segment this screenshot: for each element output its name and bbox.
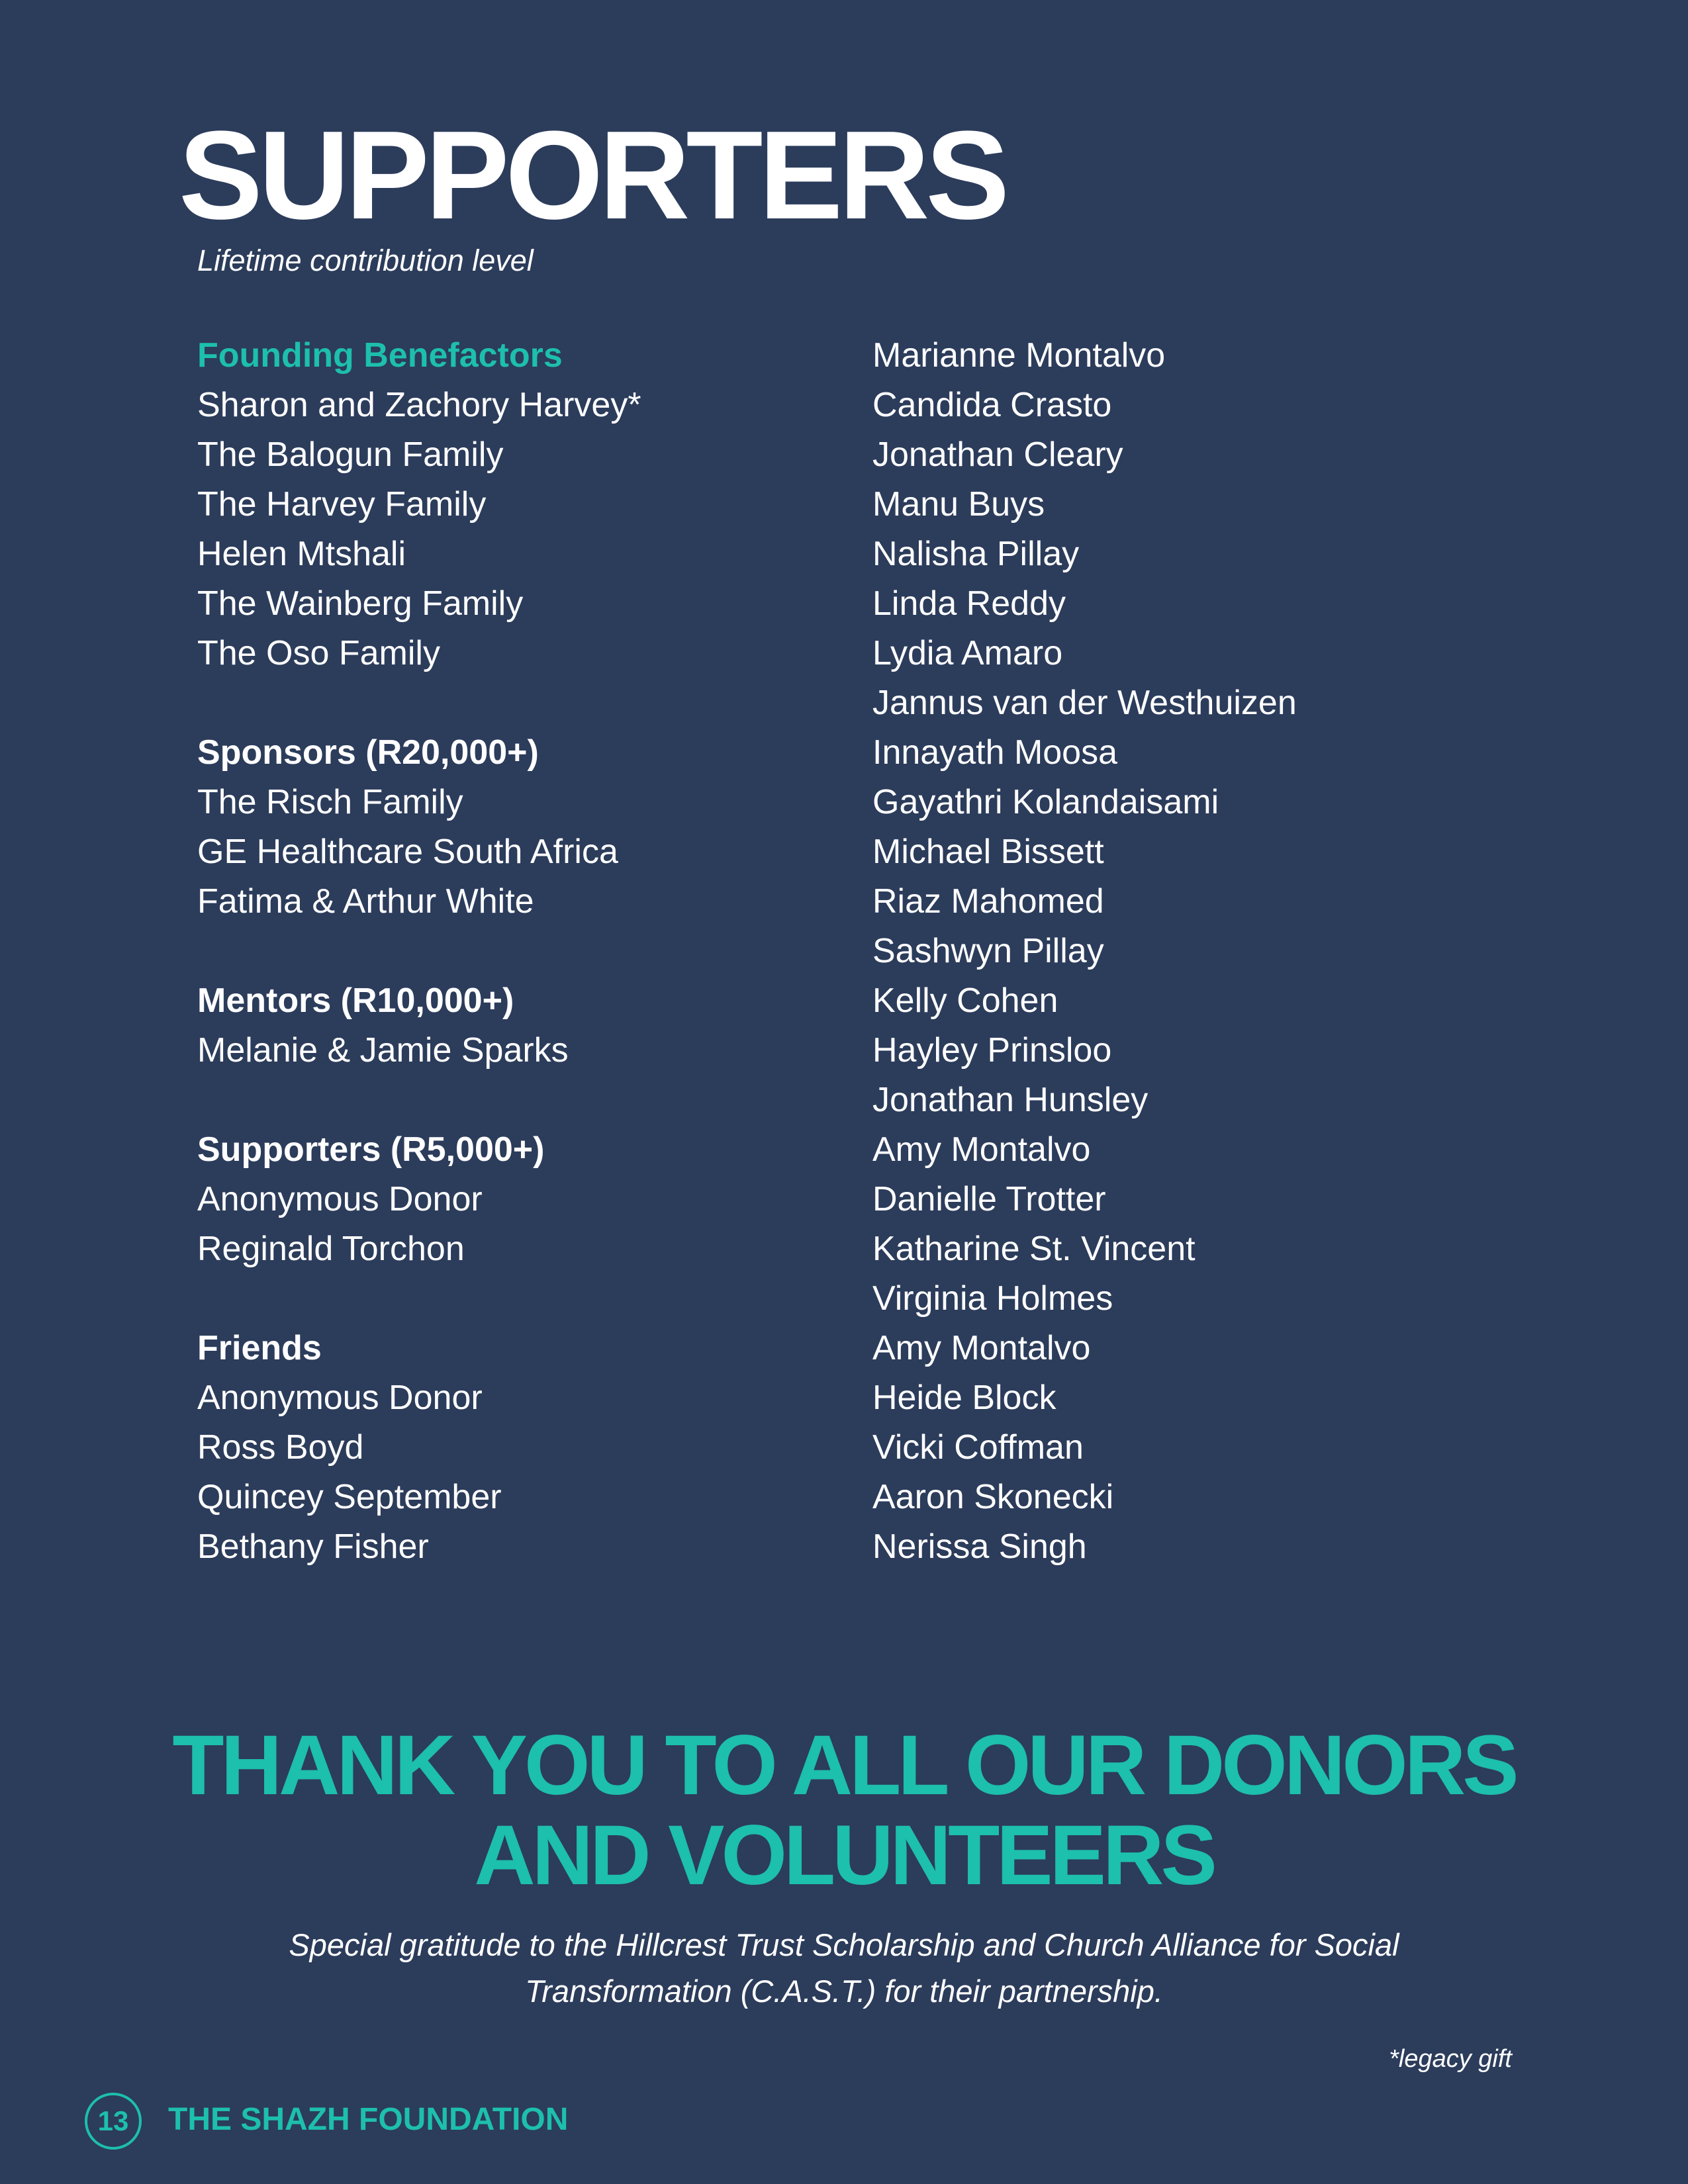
section-heading: Founding Benefactors xyxy=(197,336,563,375)
supporters-left-column xyxy=(197,331,833,1572)
list-item: Reginald Torchon xyxy=(197,1230,465,1268)
list-item: Amy Montalvo xyxy=(872,1329,1091,1367)
list-item: Gayathri Kolandaisami xyxy=(872,783,1219,821)
list-item: Helen Mtshali xyxy=(197,535,406,573)
thank-you-heading xyxy=(0,1718,1688,1903)
page-subtitle: Lifetime contribution level xyxy=(197,244,534,277)
legacy-gift-footnote: *legacy gift xyxy=(1389,2045,1512,2073)
section-supporters xyxy=(197,1125,833,1274)
list-item: Aaron Skonecki xyxy=(872,1478,1114,1516)
list-item: Marianne Montalvo xyxy=(872,336,1166,375)
list-item: The Wainberg Family xyxy=(197,584,524,623)
list-item: The Oso Family xyxy=(197,634,440,672)
section-spacer xyxy=(197,678,833,728)
section-heading: Mentors (R10,000+) xyxy=(197,981,514,1020)
list-item: Riaz Mahomed xyxy=(872,882,1104,921)
list-item: Nerissa Singh xyxy=(872,1527,1087,1566)
list-item: GE Healthcare South Africa xyxy=(197,833,618,871)
list-item: Sharon and Zachory Harvey* xyxy=(197,386,641,424)
list-item: Heide Block xyxy=(872,1379,1056,1417)
section-spacer xyxy=(197,1075,833,1125)
supporters-right-column xyxy=(872,331,1534,1572)
list-item: Amy Montalvo xyxy=(872,1130,1091,1169)
list-item: Danielle Trotter xyxy=(872,1180,1106,1218)
section-spacer xyxy=(197,927,833,976)
list-item: Kelly Cohen xyxy=(872,981,1058,1020)
list-item: Linda Reddy xyxy=(872,584,1066,623)
page-number-badge: 13 xyxy=(85,2093,142,2150)
list-item: The Risch Family xyxy=(197,783,463,821)
list-item: Ross Boyd xyxy=(197,1428,364,1467)
section-heading: Friends xyxy=(197,1329,322,1367)
list-item: Nalisha Pillay xyxy=(872,535,1080,573)
section-friends xyxy=(197,1324,833,1572)
list-item: Fatima & Arthur White xyxy=(197,882,534,921)
list-item: Hayley Prinsloo xyxy=(872,1031,1112,1069)
list-item: Innayath Moosa xyxy=(872,733,1118,772)
list-item: The Balogun Family xyxy=(197,435,504,474)
list-item: Anonymous Donor xyxy=(197,1379,483,1417)
gratitude-note: Special gratitude to the Hillcrest Trust Scholarship and Church Alliance for Social Transformation (C.A.S.T.) for their partnership. xyxy=(289,1927,1399,2009)
list-item: Jannus van der Westhuizen xyxy=(872,684,1297,722)
list-item: Candida Crasto xyxy=(872,386,1112,424)
page-title: SUPPORTERS xyxy=(179,105,1006,246)
section-spacer xyxy=(197,1274,833,1324)
section-heading: Supporters (R5,000+) xyxy=(197,1130,545,1169)
list-item: Lydia Amaro xyxy=(872,634,1063,672)
list-item: Katharine St. Vincent xyxy=(872,1230,1196,1268)
list-item: Sashwyn Pillay xyxy=(872,932,1104,970)
list-item: Anonymous Donor xyxy=(197,1180,483,1218)
list-item: Jonathan Hunsley xyxy=(872,1081,1149,1119)
thank-you-line-2: AND VOLUNTEERS xyxy=(474,1808,1214,1903)
list-item: Vicki Coffman xyxy=(872,1428,1084,1467)
section-sponsors xyxy=(197,728,833,927)
foundation-name: THE SHAZH FOUNDATION xyxy=(168,2102,569,2137)
list-item: Virginia Holmes xyxy=(872,1279,1113,1318)
section-heading: Sponsors (R20,000+) xyxy=(197,733,539,772)
list-item: Quincey September xyxy=(197,1478,502,1516)
list-item: Manu Buys xyxy=(872,485,1045,523)
list-item: Bethany Fisher xyxy=(197,1527,429,1566)
list-item: Melanie & Jamie Sparks xyxy=(197,1031,569,1069)
list-item: The Harvey Family xyxy=(197,485,487,523)
list-item: Jonathan Cleary xyxy=(872,435,1123,474)
list-item: Michael Bissett xyxy=(872,833,1104,871)
section-mentors xyxy=(197,976,833,1075)
thank-you-line-1: THANK YOU TO ALL OUR DONORS xyxy=(172,1718,1516,1813)
section-founding-benefactors xyxy=(197,331,833,678)
